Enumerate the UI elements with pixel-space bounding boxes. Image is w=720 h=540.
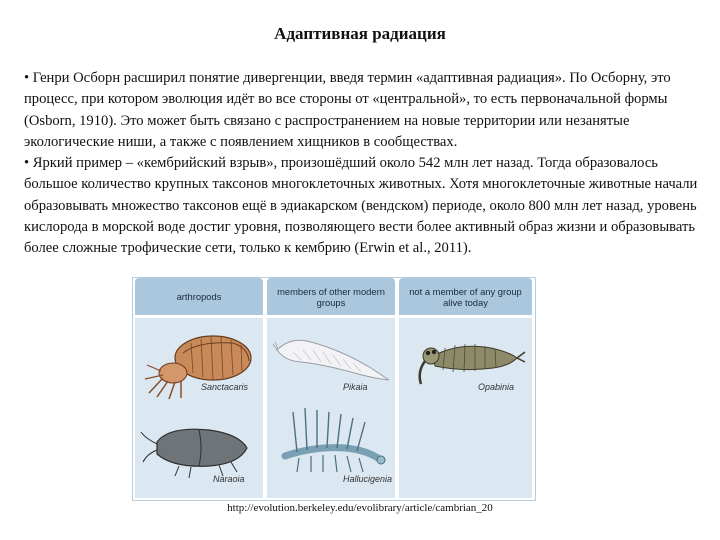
paragraph-osborn: • Генри Осборн расширил понятие дивергенции, введя термин «адаптивная радиация». По Осборну, это процесс, при котором эволюция идёт во все стороны от «центральной», то есть первоначальной формы (Osborn, 1910). Это может быть связано с распространением на новые территории или незанятые экологические ниши, а также с появлением хищников в сообществах.: [24, 70, 671, 150]
cambrian-figure: [132, 277, 536, 501]
paragraph-cambrian: • Яркий пример – «кембрийский взрыв», произошёдший около 542 млн лет назад. Тогда образовалось большое количество крупных таксонов многоклеточных животных. Хотя многоклеточные животные начали образовывать множество таксонов ещё в эдиакарском (вендском) периоде, около 800 млн лет назад, уровень кислорода в морской воде достиг уровня, позволяющего вести более активный образ жизни и образовывать более сложные трофические сети, только к кембрию (Erwin et al., 2011).: [24, 155, 698, 257]
hallucigenia-illustration: [275, 404, 391, 476]
source-url: http://evolution.berkeley.edu/evolibrary/article/cambrian_20: [227, 502, 493, 514]
label-pikaia: Pikaia: [343, 382, 368, 392]
header-extinct-groups: not a member of any group alive today: [399, 278, 532, 315]
header-modern-groups: members of other modern groups: [267, 278, 395, 315]
slide-title: Адаптивная радиация: [274, 24, 446, 43]
label-hallucigenia: Hallucigenia: [343, 474, 393, 484]
label-opabinia: Opabinia: [478, 382, 515, 392]
slide-body: [24, 68, 700, 260]
header-arthropods: arthropods: [135, 278, 263, 315]
label-sanctacaris: Sanctacaris: [201, 382, 249, 392]
naraoia-illustration: [139, 418, 261, 480]
pikaia-illustration: [271, 328, 393, 388]
label-naraoia: Naraoia: [213, 474, 245, 484]
